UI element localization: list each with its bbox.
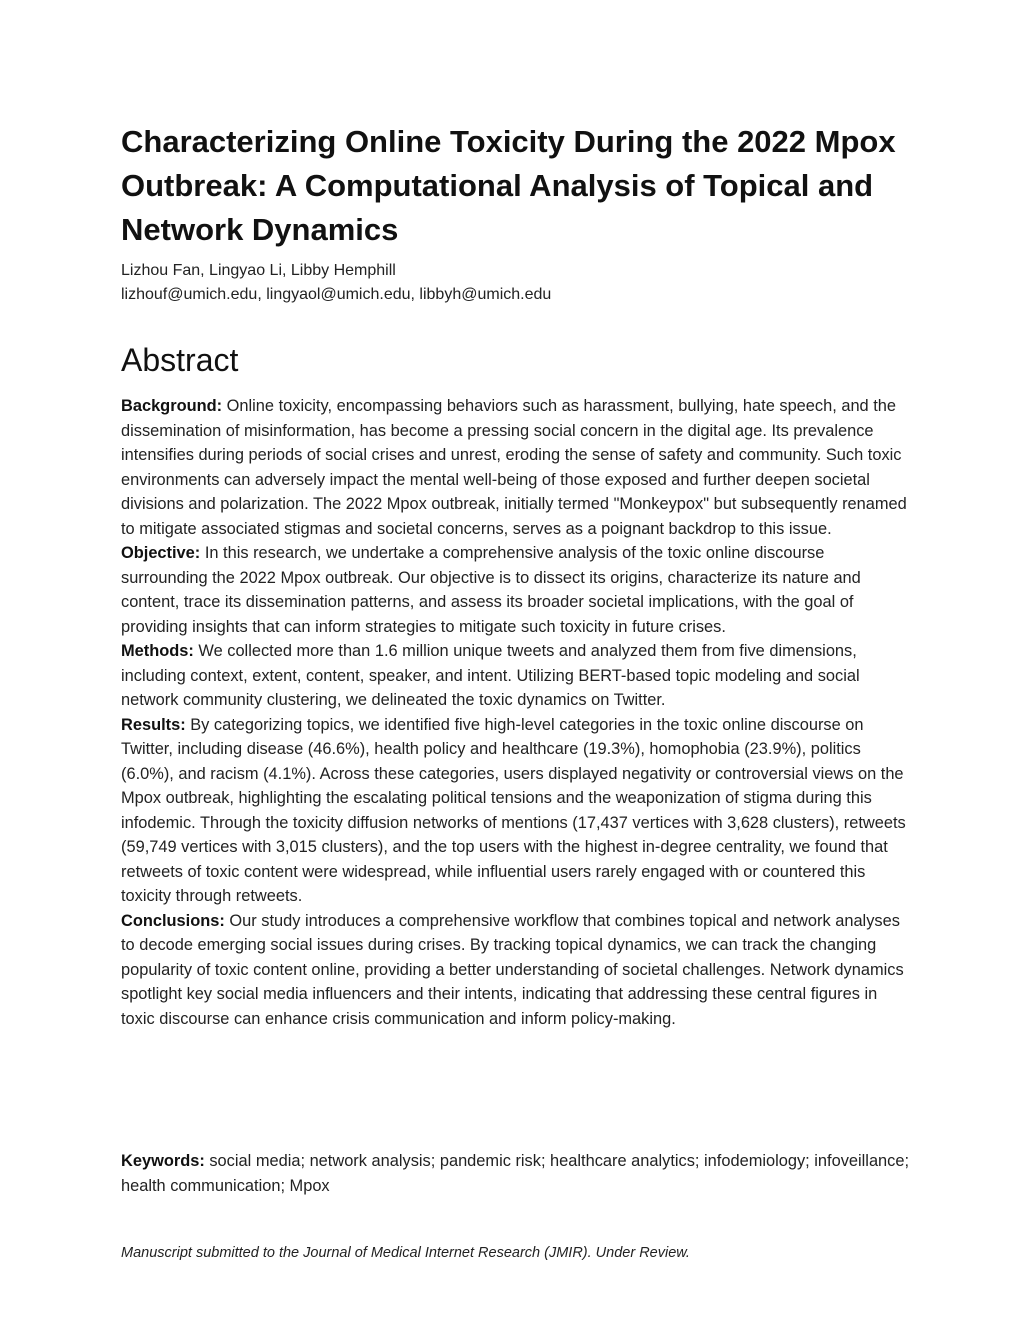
- author-block: [121, 259, 911, 307]
- author-emails: lizhouf@umich.edu, lingyaol@umich.edu, libbyh@umich.edu: [121, 286, 552, 303]
- methods-label: Methods:: [121, 642, 194, 660]
- abstract-body: [121, 394, 911, 1031]
- background-label: Background:: [121, 397, 223, 415]
- keywords-section: [121, 1149, 911, 1198]
- author-names: Lizhou Fan, Lingyao Li, Libby Hemphill: [121, 262, 396, 279]
- conclusions-text: Our study introduces a comprehensive workflow that combines topical and network analyses to decode emerging social issues during crises. By tracking topical dynamics, we can track the changing popularity of toxic content online, providing a better understanding of societal challenges. Network dynamics spotlight key social media influencers and their intents, indicating that addressing these central figures in toxic discourse can enhance crisis communication and inform policy-making.: [121, 911, 904, 1028]
- background-text: Online toxicity, encompassing behaviors such as harassment, bullying, hate speech, and the dissemination of misinformation, has become a pressing social concern in the digital age. Its prevalence intensifies during periods of social crises and unrest, eroding the sense of safety and community. Such toxic environments can adversely impact the mental well-being of those exposed and further deepen societal divisions and polarization. The 2022 Mpox outbreak, initially termed "Monkeypox" but subsequently renamed to mitigate associated stigmas and societal concerns, serves as a poignant backdrop to this issue.: [121, 397, 907, 538]
- objective-label: Objective:: [121, 544, 201, 562]
- methods-text: We collected more than 1.6 million unique tweets and analyzed them from five dimensions, including context, extent, content, speaker, and intent. Utilizing BERT-based topic modeling and social network community clustering, we delineated the toxic dynamics on Twitter.: [121, 642, 860, 709]
- abstract-objective: [121, 541, 911, 639]
- abstract-heading: Abstract: [121, 342, 239, 378]
- results-text: By categorizing topics, we identified five high-level categories in the toxic online discourse on Twitter, including disease (46.6%), health policy and healthcare (19.3%), homophobia (23.9%), politics (6.0%), and racism (4.1%). Across these categories, users displayed negativity or controversial views on the Mpox outbreak, highlighting the escalating political tensions and the weaponization of stigma during this infodemic. Through the toxicity diffusion networks of mentions (17,437 vertices with 3,628 clusters), retweets (59,749 vertices with 3,015 clusters), and the top users with the highest in-degree centrality, we found that retweets of toxic content were widespread, while influential users rarely engaged with or countered this toxicity through retweets.: [121, 715, 906, 905]
- abstract-results: [121, 713, 911, 909]
- abstract-methods: [121, 639, 911, 713]
- submission-note: Manuscript submitted to the Journal of Medical Internet Research (JMIR). Under Review.: [121, 1245, 690, 1261]
- abstract-background: [121, 394, 911, 541]
- keywords-text: social media; network analysis; pandemic risk; healthcare analytics; infodemiology; infoveillance; health communication; Mpox: [121, 1152, 910, 1195]
- keywords-label: Keywords:: [121, 1152, 205, 1170]
- objective-text: In this research, we undertake a comprehensive analysis of the toxic online discourse surrounding the 2022 Mpox outbreak. Our objective is to dissect its origins, characterize its nature and content, trace its dissemination patterns, and assess its broader societal implications, with the goal of providing insights that can inform strategies to mitigate such toxicity in future crises.: [121, 544, 861, 636]
- paper-title: Characterizing Online Toxicity During the 2022 Mpox Outbreak: A Computational Analysis of Topical and Network Dynamics: [121, 124, 896, 247]
- conclusions-label: Conclusions:: [121, 911, 225, 930]
- abstract-conclusions: [121, 909, 911, 1032]
- results-label: Results:: [121, 715, 186, 734]
